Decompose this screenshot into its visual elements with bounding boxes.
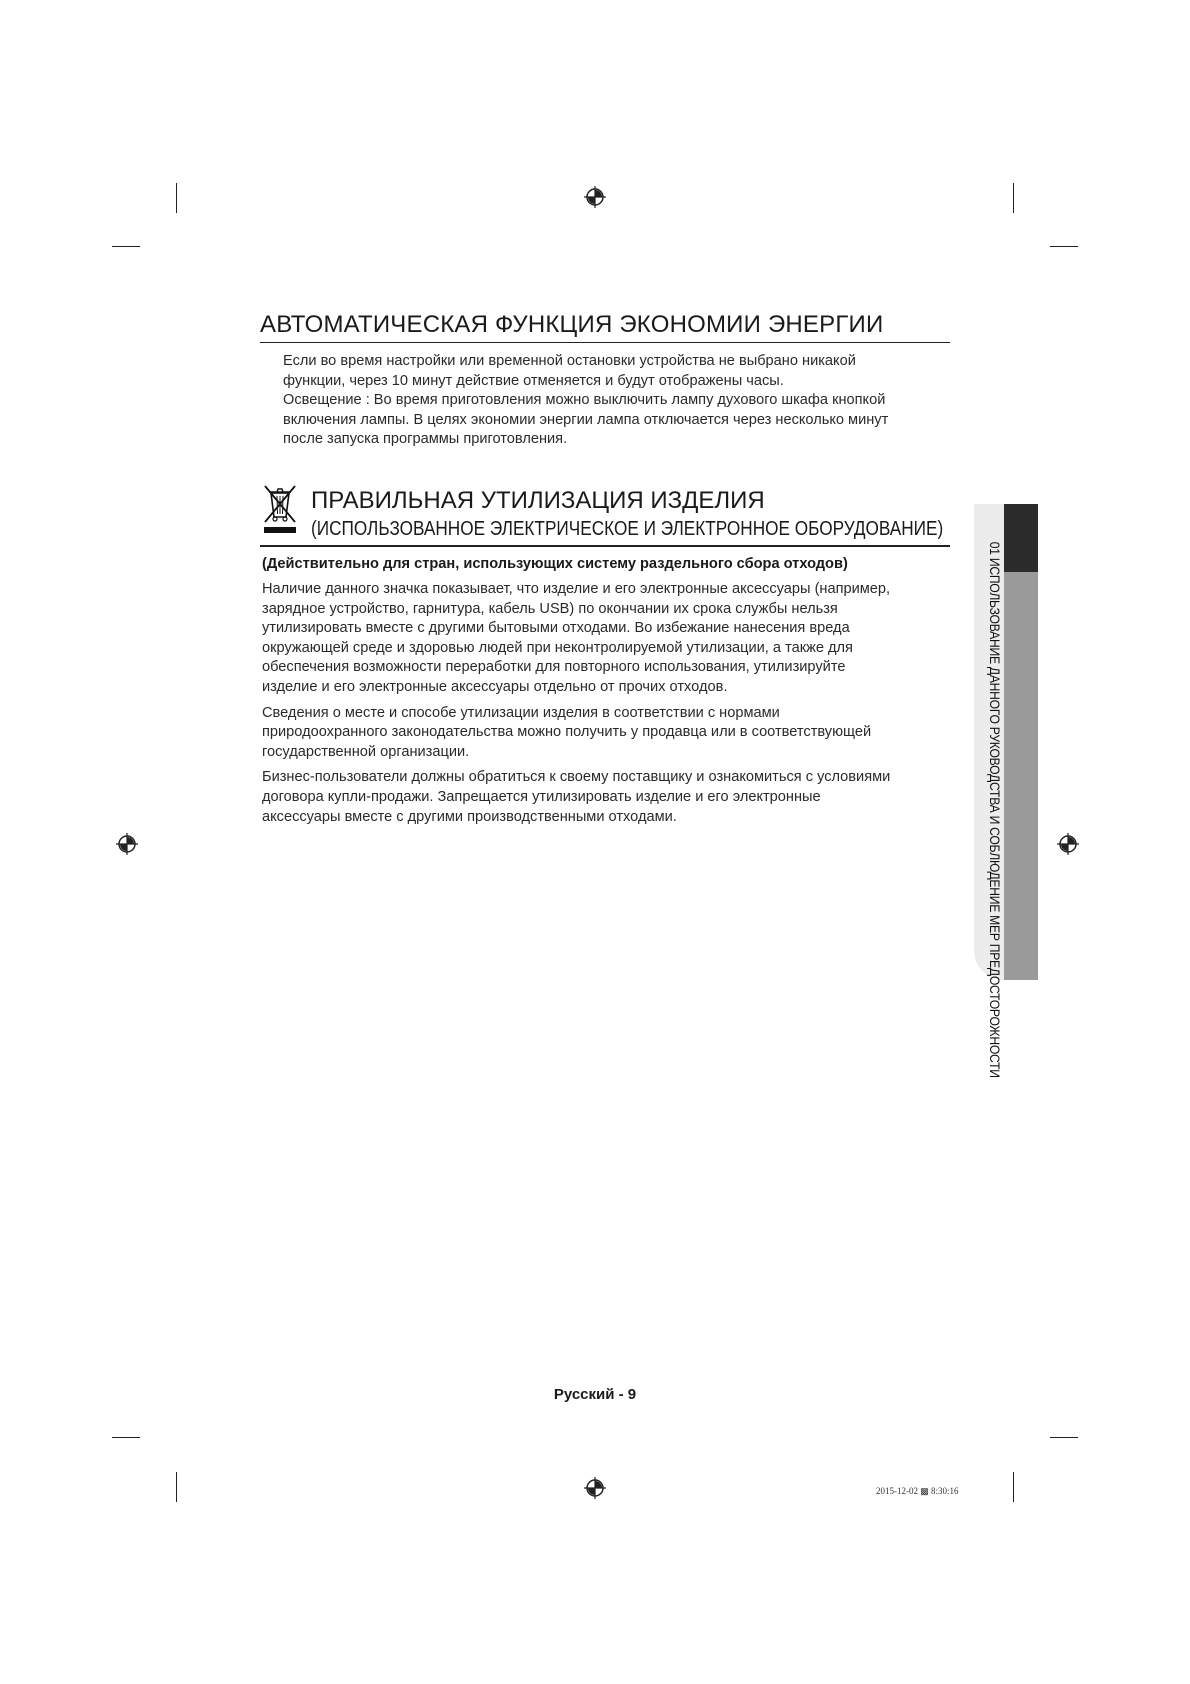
validity-note: (Действительно для стран, использующих систему раздельного сбора отходов) [262, 556, 848, 572]
text-line: изделие и его электронные аксессуары отдельно от прочих отходов. [262, 678, 728, 695]
crop-mark [176, 1472, 177, 1502]
crop-mark [1050, 246, 1078, 247]
paragraph [262, 704, 947, 763]
print-stamp: 2015-12-02 ▩ 8:30:16 [876, 1486, 959, 1496]
registration-mark-icon [1057, 833, 1079, 855]
registration-mark-icon [584, 186, 606, 208]
crop-mark [1013, 183, 1014, 213]
text-line: функции, через 10 минут действие отменяется и будут отображены часы. [283, 372, 784, 389]
text-line: аксессуары вместе с другими производственными отходами. [262, 808, 677, 825]
crop-mark [112, 246, 140, 247]
text-line: государственной организации. [262, 743, 470, 760]
registration-mark-icon [116, 833, 138, 855]
energy-saving-text [283, 352, 943, 450]
text-line: после запуска программы приготовления. [283, 431, 568, 448]
section-title-energy-saving: АВТОМАТИЧЕСКАЯ ФУНКЦИЯ ЭКОНОМИИ ЭНЕРГИИ [260, 311, 950, 343]
crop-mark [112, 1437, 140, 1438]
crop-mark [1013, 1472, 1014, 1502]
text-line: Бизнес-пользователи должны обратиться к своему поставщику и ознакомиться с условиями [262, 769, 891, 786]
text-line: природоохранного законодательства можно получить у продавца или в соответствующей [262, 724, 872, 741]
text-line: включения лампы. В целях экономии энергии лампа отключается через несколько минут [283, 411, 889, 428]
chapter-tab-text: 01 ИСПОЛЬЗОВАНИЕ ДАННОГО РУКОВОДСТВА И СОБЛЮДЕНИЕ МЕР ПРЕДОСТОРОЖНОСТИ [987, 541, 1002, 1078]
chapter-tab-label [976, 512, 1002, 1078]
crossed-bin-icon [262, 483, 298, 533]
paragraph [262, 768, 947, 827]
text-line: Если во время настройки или временной остановки устройства не выбрано никакой [283, 353, 856, 369]
text-line: Сведения о месте и способе утилизации изделия в соответствии с нормами [262, 704, 780, 721]
text-line: договора купли-продажи. Запрещается утилизировать изделие и его электронные [262, 788, 821, 805]
paragraph [262, 580, 947, 698]
section-title-disposal: ПРАВИЛЬНАЯ УТИЛИЗАЦИЯ ИЗДЕЛИЯ [311, 487, 765, 514]
text-line: Освещение : Во время приготовления можно выключить лампу духового шкафа кнопкой [283, 392, 886, 409]
registration-mark-icon [584, 1477, 606, 1499]
text-line: Наличие данного значка показывает, что изделие и его электронные аксессуары (например, [262, 581, 891, 597]
page-number: Русский - 9 [553, 1386, 637, 1403]
text-line: зарядное устройство, гарнитура, кабель USB) по окончании их срока службы нельзя [262, 600, 838, 617]
section-subtitle-disposal: (ИСПОЛЬЗОВАННОЕ ЭЛЕКТРИЧЕСКОЕ И ЭЛЕКТРОННОЕ ОБОРУДОВАНИЕ) [311, 518, 944, 540]
crop-mark [1050, 1437, 1078, 1438]
chapter-tab-bar [1004, 572, 1038, 980]
divider [260, 545, 950, 547]
text-line: окружающей среде и здоровью людей при неконтролируемой утилизации, а также для [262, 639, 853, 656]
disposal-text [262, 580, 947, 833]
text-line: обеспечения возможности переработки для повторного использования, утилизируйте [262, 659, 846, 676]
chapter-tab-marker [1004, 504, 1038, 572]
text-line: утилизировать вместе с другими бытовыми отходами. Во избежание нанесения вреда [262, 620, 850, 637]
crop-mark [176, 183, 177, 213]
